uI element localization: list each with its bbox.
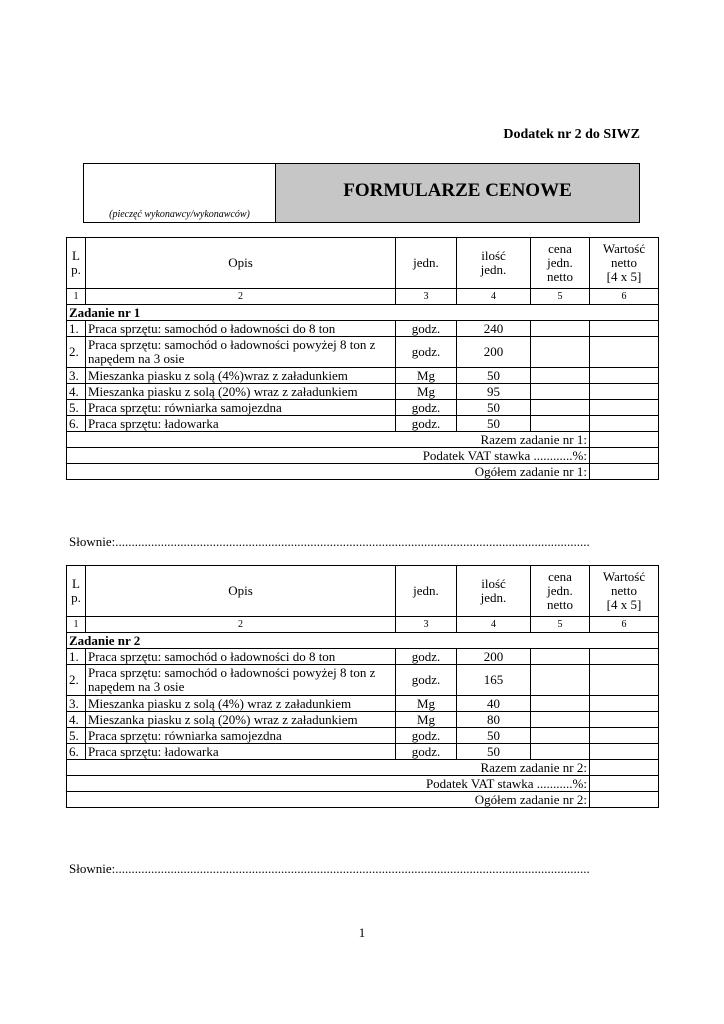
- row-lp: 6.: [67, 744, 86, 760]
- row-desc: Praca sprzętu: samochód o ładowności do 8 ton: [86, 649, 396, 665]
- summary-row: [67, 792, 659, 808]
- row-unit: godz.: [396, 649, 457, 665]
- column-number: 3: [396, 289, 457, 305]
- row-unit: godz.: [396, 416, 457, 432]
- row-desc: Praca sprzętu: samochód o ładowności powyżej 8 ton z napędem na 3 osie: [86, 665, 396, 696]
- column-number: 1: [67, 617, 86, 633]
- total-label: Ogółem zadanie nr 1:: [67, 464, 590, 480]
- row-unit: Mg: [396, 368, 457, 384]
- row-value-field[interactable]: [590, 400, 659, 416]
- row-desc: Praca sprzętu: ładowarka: [86, 744, 396, 760]
- table-row: [67, 728, 659, 744]
- table-row: [67, 665, 659, 696]
- row-price-field[interactable]: [531, 368, 590, 384]
- row-price-field[interactable]: [531, 384, 590, 400]
- sum-net-label: Razem zadanie nr 2:: [67, 760, 590, 776]
- row-lp: 1.: [67, 649, 86, 665]
- total-label: Ogółem zadanie nr 2:: [67, 792, 590, 808]
- row-unit: godz.: [396, 728, 457, 744]
- price-table-2: [66, 565, 659, 808]
- sum-net-field[interactable]: [590, 432, 659, 448]
- row-qty: 200: [457, 649, 531, 665]
- table-row: [67, 712, 659, 728]
- row-value-field[interactable]: [590, 368, 659, 384]
- row-qty: 50: [457, 368, 531, 384]
- table-row: [67, 384, 659, 400]
- row-value-field[interactable]: [590, 728, 659, 744]
- row-value-field[interactable]: [590, 649, 659, 665]
- column-number: 3: [396, 617, 457, 633]
- table-row: [67, 416, 659, 432]
- table-row: [67, 368, 659, 384]
- row-price-field[interactable]: [531, 321, 590, 337]
- col-unit-header: jedn.: [396, 238, 457, 289]
- page-number: 1: [358, 925, 366, 940]
- row-lp: 4.: [67, 712, 86, 728]
- col-value-header: Wartość netto [4 x 5]: [590, 238, 659, 289]
- col-price-header: cena jedn. netto: [531, 566, 590, 617]
- row-unit: godz.: [396, 337, 457, 368]
- row-price-field[interactable]: [531, 665, 590, 696]
- row-lp: 1.: [67, 321, 86, 337]
- row-desc: Mieszanka piasku z solą (20%) wraz z załadunkiem: [86, 712, 396, 728]
- row-unit: Mg: [396, 712, 457, 728]
- column-numbers-row: [67, 289, 659, 305]
- row-value-field[interactable]: [590, 712, 659, 728]
- table-header-row: [67, 238, 659, 289]
- column-number: 6: [590, 617, 659, 633]
- row-unit: godz.: [396, 665, 457, 696]
- row-value-field[interactable]: [590, 321, 659, 337]
- row-unit: Mg: [396, 696, 457, 712]
- row-price-field[interactable]: [531, 400, 590, 416]
- col-qty-header: ilość jedn.: [457, 238, 531, 289]
- vat-field[interactable]: [590, 776, 659, 792]
- row-price-field[interactable]: [531, 696, 590, 712]
- row-qty: 40: [457, 696, 531, 712]
- row-qty: 80: [457, 712, 531, 728]
- row-desc: Mieszanka piasku z solą (4%) wraz z załadunkiem: [86, 696, 396, 712]
- row-lp: 2.: [67, 337, 86, 368]
- row-value-field[interactable]: [590, 744, 659, 760]
- amount-in-words-1: Słownie:..................................................................................................................................................: [69, 534, 590, 549]
- vat-label: Podatek VAT stawka ...........%:: [67, 776, 590, 792]
- row-qty: 95: [457, 384, 531, 400]
- row-desc: Praca sprzętu: równiarka samojezdna: [86, 728, 396, 744]
- table-header-row: [67, 566, 659, 617]
- summary-row: [67, 464, 659, 480]
- row-desc: Praca sprzętu: ładowarka: [86, 416, 396, 432]
- section-row: [67, 633, 659, 649]
- total-field[interactable]: [590, 464, 659, 480]
- row-price-field[interactable]: [531, 337, 590, 368]
- row-lp: 2.: [67, 665, 86, 696]
- section-row: [67, 305, 659, 321]
- row-desc: Praca sprzętu: równiarka samojezdna: [86, 400, 396, 416]
- form-title: FORMULARZE CENOWE: [276, 164, 639, 222]
- row-price-field[interactable]: [531, 712, 590, 728]
- row-desc: Praca sprzętu: samochód o ładowności do 8 ton: [86, 321, 396, 337]
- row-desc: Praca sprzętu: samochód o ładowności powyżej 8 ton z napędem na 3 osie: [86, 337, 396, 368]
- table-row: [67, 649, 659, 665]
- column-number: 2: [86, 289, 396, 305]
- row-desc: Mieszanka piasku z solą (20%) wraz z załadunkiem: [86, 384, 396, 400]
- row-qty: 50: [457, 744, 531, 760]
- row-lp: 4.: [67, 384, 86, 400]
- column-number: 2: [86, 617, 396, 633]
- summary-row: [67, 448, 659, 464]
- col-desc-header: Opis: [86, 238, 396, 289]
- section-title: Zadanie nr 1: [67, 305, 659, 321]
- row-qty: 165: [457, 665, 531, 696]
- row-lp: 5.: [67, 728, 86, 744]
- column-numbers-row: [67, 617, 659, 633]
- row-value-field[interactable]: [590, 416, 659, 432]
- row-lp: 6.: [67, 416, 86, 432]
- section-title: Zadanie nr 2: [67, 633, 659, 649]
- table-row: [67, 321, 659, 337]
- column-number: 4: [457, 617, 531, 633]
- row-unit: Mg: [396, 384, 457, 400]
- col-value-header: Wartość netto [4 x 5]: [590, 566, 659, 617]
- price-table-1: [66, 237, 659, 480]
- row-price-field[interactable]: [531, 416, 590, 432]
- col-price-header: cena jedn. netto: [531, 238, 590, 289]
- column-number: 1: [67, 289, 86, 305]
- col-qty-header: ilość jedn.: [457, 566, 531, 617]
- stamp-field: [84, 164, 276, 222]
- row-unit: godz.: [396, 400, 457, 416]
- stamp-label: (pieczęć wykonawcy/wykonawców): [109, 209, 250, 220]
- form-header: [83, 163, 640, 223]
- table-row: [67, 337, 659, 368]
- table-row: [67, 696, 659, 712]
- row-price-field[interactable]: [531, 728, 590, 744]
- row-value-field[interactable]: [590, 696, 659, 712]
- total-field[interactable]: [590, 792, 659, 808]
- row-price-field[interactable]: [531, 649, 590, 665]
- column-number: 5: [531, 289, 590, 305]
- sum-net-field[interactable]: [590, 760, 659, 776]
- sum-net-label: Razem zadanie nr 1:: [67, 432, 590, 448]
- row-value-field[interactable]: [590, 384, 659, 400]
- summary-row: [67, 760, 659, 776]
- row-unit: godz.: [396, 744, 457, 760]
- attachment-label: Dodatek nr 2 do SIWZ: [503, 127, 640, 142]
- row-qty: 50: [457, 728, 531, 744]
- row-qty: 50: [457, 416, 531, 432]
- col-lp-header: L p.: [67, 566, 86, 617]
- column-number: 6: [590, 289, 659, 305]
- row-qty: 200: [457, 337, 531, 368]
- table-row: [67, 744, 659, 760]
- column-number: 5: [531, 617, 590, 633]
- summary-row: [67, 432, 659, 448]
- row-lp: 3.: [67, 696, 86, 712]
- row-qty: 240: [457, 321, 531, 337]
- row-qty: 50: [457, 400, 531, 416]
- table-row: [67, 400, 659, 416]
- row-lp: 5.: [67, 400, 86, 416]
- row-unit: godz.: [396, 321, 457, 337]
- row-lp: 3.: [67, 368, 86, 384]
- row-value-field[interactable]: [590, 665, 659, 696]
- vat-label: Podatek VAT stawka ............%:: [67, 448, 590, 464]
- amount-in-words-2: Słownie:..................................................................................................................................................: [69, 861, 590, 876]
- row-value-field[interactable]: [590, 337, 659, 368]
- row-price-field[interactable]: [531, 744, 590, 760]
- col-lp-header: L p.: [67, 238, 86, 289]
- col-desc-header: Opis: [86, 566, 396, 617]
- column-number: 4: [457, 289, 531, 305]
- row-desc: Mieszanka piasku z solą (4%)wraz z załadunkiem: [86, 368, 396, 384]
- col-unit-header: jedn.: [396, 566, 457, 617]
- vat-field[interactable]: [590, 448, 659, 464]
- summary-row: [67, 776, 659, 792]
